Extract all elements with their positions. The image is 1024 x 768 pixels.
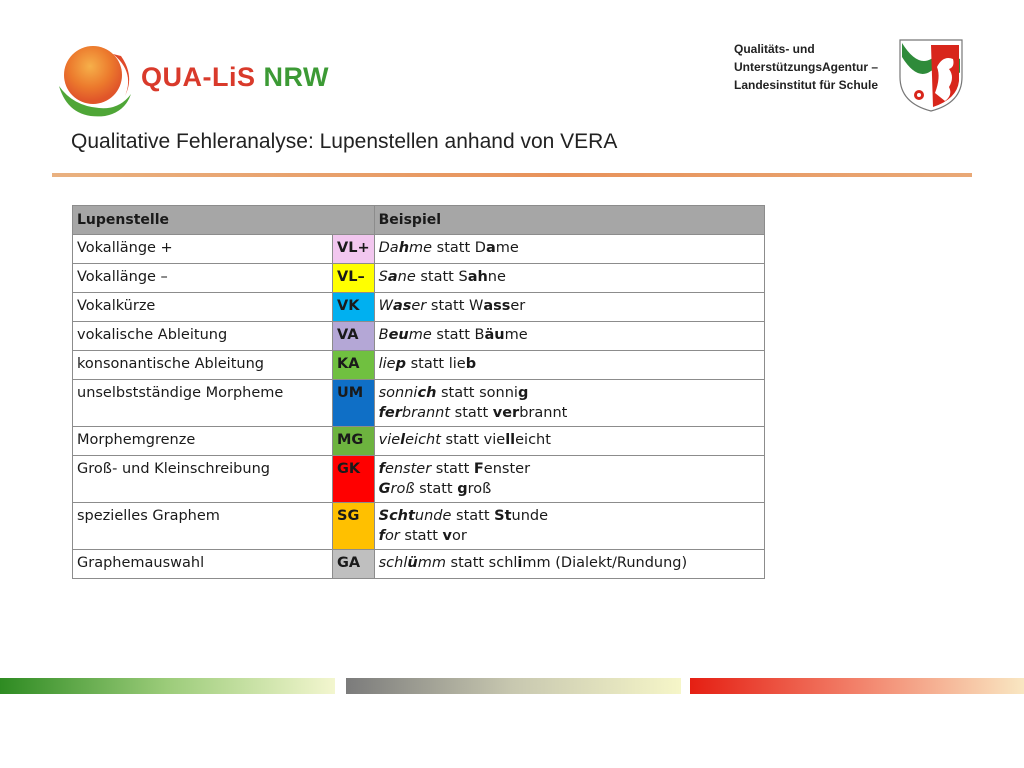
beispiel-segment: St	[494, 508, 512, 524]
beispiel-segment: f	[378, 528, 385, 544]
beispiel-segment: me	[495, 240, 519, 256]
beispiel-segment: lie	[378, 356, 396, 372]
beispiel-line	[379, 506, 760, 526]
lupenstelle-name: Groß- und Kleinschreibung	[73, 456, 333, 503]
beispiel-segment: roß	[390, 481, 415, 497]
beispiel-segment: a	[387, 269, 398, 285]
lupenstelle-name: spezielles Graphem	[73, 503, 333, 550]
beispiel-segment: ah	[467, 269, 488, 285]
beispiel-cell	[374, 322, 764, 351]
beispiel-segment: sonni	[378, 385, 418, 401]
beispiel-segment: unde	[414, 508, 452, 524]
qualis-logo	[55, 42, 345, 122]
beispiel-cell	[374, 380, 764, 427]
lupenstelle-code: KA	[333, 351, 375, 380]
beispiel-segment: ü	[407, 555, 418, 571]
beispiel-segment: b	[465, 356, 477, 372]
beispiel-segment: as	[392, 298, 412, 314]
nrw-crest-icon	[897, 37, 965, 113]
table-row	[73, 322, 765, 351]
table-header-row	[73, 206, 765, 235]
table-row	[73, 235, 765, 264]
beispiel-cell	[374, 503, 764, 550]
lupenstelle-code: VL+	[333, 235, 375, 264]
agency-name	[734, 40, 894, 94]
footer-stripe-grey	[346, 678, 681, 694]
qualis-wordmark	[141, 62, 329, 93]
lupenstelle-name: Vokallänge –	[73, 264, 333, 293]
beispiel-segment: vie	[378, 432, 401, 448]
table-row	[73, 293, 765, 322]
lupenstelle-name: unselbstständige Morpheme	[73, 380, 333, 427]
beispiel-segment: statt sonni	[436, 385, 518, 401]
beispiel-segment: F	[473, 461, 484, 477]
beispiel-segment: i	[517, 555, 523, 571]
lupenstelle-code: MG	[333, 427, 375, 456]
lupenstelle-name: Morphemgrenze	[73, 427, 333, 456]
beispiel-segment: eu	[388, 327, 409, 343]
table-row	[73, 380, 765, 427]
beispiel-line	[379, 430, 760, 450]
beispiel-segment: statt	[414, 481, 458, 497]
beispiel-segment: f	[378, 461, 385, 477]
beispiel-segment: a	[485, 240, 496, 256]
beispiel-segment: W	[378, 298, 393, 314]
footer-stripe-green	[0, 678, 335, 694]
beispiel-segment: er	[510, 298, 526, 314]
beispiel-segment: h	[398, 240, 410, 256]
beispiel-segment: v	[442, 528, 452, 544]
lupenstelle-name: vokalische Ableitung	[73, 322, 333, 351]
beispiel-line	[379, 267, 760, 287]
beispiel-cell	[374, 550, 764, 579]
beispiel-segment: l	[400, 432, 406, 448]
lupenstelle-code: GK	[333, 456, 375, 503]
beispiel-segment: mm (Dialekt/Rundung)	[522, 555, 688, 571]
table-row	[73, 456, 765, 503]
beispiel-segment: ch	[417, 385, 437, 401]
beispiel-cell	[374, 235, 764, 264]
lupenstelle-code: VL–	[333, 264, 375, 293]
beispiel-segment: statt lie	[406, 356, 466, 372]
lupenstelle-name: Graphemauswahl	[73, 550, 333, 579]
beispiel-segment: unde	[511, 508, 549, 524]
beispiel-segment: ne	[487, 269, 506, 285]
beispiel-segment: Scht	[378, 508, 415, 524]
title-divider	[52, 173, 972, 177]
lupenstelle-name: Vokallänge +	[73, 235, 333, 264]
lupenstelle-code: VA	[333, 322, 375, 351]
logo-suffix: NRW	[263, 62, 330, 92]
beispiel-segment: statt	[450, 405, 493, 421]
beispiel-line	[379, 526, 760, 546]
beispiel-line	[379, 459, 760, 479]
beispiel-segment: enster	[483, 461, 531, 477]
beispiel-segment: ass	[483, 298, 511, 314]
beispiel-line	[379, 296, 760, 316]
beispiel-line	[379, 325, 760, 345]
beispiel-segment: p	[395, 356, 406, 372]
beispiel-segment: me	[408, 327, 432, 343]
lupenstelle-code: UM	[333, 380, 375, 427]
beispiel-segment: statt	[451, 508, 495, 524]
beispiel-segment: G	[378, 481, 391, 497]
beispiel-segment: äu	[484, 327, 505, 343]
beispiel-segment: statt vie	[440, 432, 506, 448]
beispiel-segment: me	[409, 240, 433, 256]
beispiel-cell	[374, 293, 764, 322]
beispiel-segment: brannt	[401, 405, 451, 421]
beispiel-segment: fer	[378, 405, 402, 421]
beispiel-segment: ver	[492, 405, 520, 421]
lupenstelle-name: konsonantische Ableitung	[73, 351, 333, 380]
table-row	[73, 503, 765, 550]
beispiel-segment: me	[504, 327, 528, 343]
beispiel-segment: statt W	[426, 298, 484, 314]
qualis-sun-icon	[55, 42, 135, 122]
beispiel-line	[379, 354, 760, 374]
beispiel-segment: statt S	[415, 269, 468, 285]
beispiel-cell	[374, 456, 764, 503]
beispiel-segment: brannt	[519, 405, 568, 421]
beispiel-cell	[374, 264, 764, 293]
lupenstelle-name: Vokalkürze	[73, 293, 333, 322]
beispiel-segment: statt	[399, 528, 443, 544]
agency-line: UnterstützungsAgentur –	[734, 60, 878, 74]
agency-line: Landesinstitut für Schule	[734, 78, 879, 92]
beispiel-segment: eicht	[515, 432, 551, 448]
beispiel-line	[379, 238, 760, 258]
beispiel-segment: mm	[417, 555, 446, 571]
page-title: Qualitative Fehleranalyse: Lupenstellen anhand von VERA	[71, 130, 618, 153]
beispiel-segment: B	[378, 327, 389, 343]
beispiel-segment: eicht	[405, 432, 441, 448]
lupenstelle-code: GA	[333, 550, 375, 579]
table-row	[73, 550, 765, 579]
beispiel-cell	[374, 427, 764, 456]
beispiel-segment: roß	[467, 481, 492, 497]
beispiel-segment: S	[378, 269, 388, 285]
agency-line: Qualitäts- und	[734, 42, 815, 56]
beispiel-segment: schl	[378, 555, 408, 571]
lupenstelle-code: SG	[333, 503, 375, 550]
beispiel-segment: enster	[384, 461, 432, 477]
beispiel-segment: Da	[378, 240, 399, 256]
beispiel-line	[379, 383, 760, 403]
beispiel-cell	[374, 351, 764, 380]
lupenstellen-table	[72, 205, 765, 579]
beispiel-segment: statt D	[432, 240, 486, 256]
beispiel-segment: statt	[431, 461, 474, 477]
footer-stripe-red	[690, 678, 1024, 694]
beispiel-segment: or	[451, 528, 467, 544]
beispiel-segment: statt B	[431, 327, 485, 343]
header-lupenstelle: Lupenstelle	[73, 206, 375, 235]
beispiel-line	[379, 553, 760, 573]
table-row	[73, 427, 765, 456]
beispiel-segment: g	[457, 481, 468, 497]
beispiel-segment: statt schl	[445, 555, 518, 571]
beispiel-line	[379, 479, 760, 499]
table-row	[73, 264, 765, 293]
beispiel-line	[379, 403, 760, 423]
header-beispiel: Beispiel	[374, 206, 764, 235]
table-row	[73, 351, 765, 380]
beispiel-segment: ll	[505, 432, 516, 448]
beispiel-segment: or	[384, 528, 400, 544]
beispiel-segment: g	[517, 385, 529, 401]
beispiel-segment: er	[411, 298, 427, 314]
beispiel-segment: ne	[397, 269, 416, 285]
lupenstelle-code: VK	[333, 293, 375, 322]
logo-prefix: QUA-LiS	[141, 62, 256, 92]
